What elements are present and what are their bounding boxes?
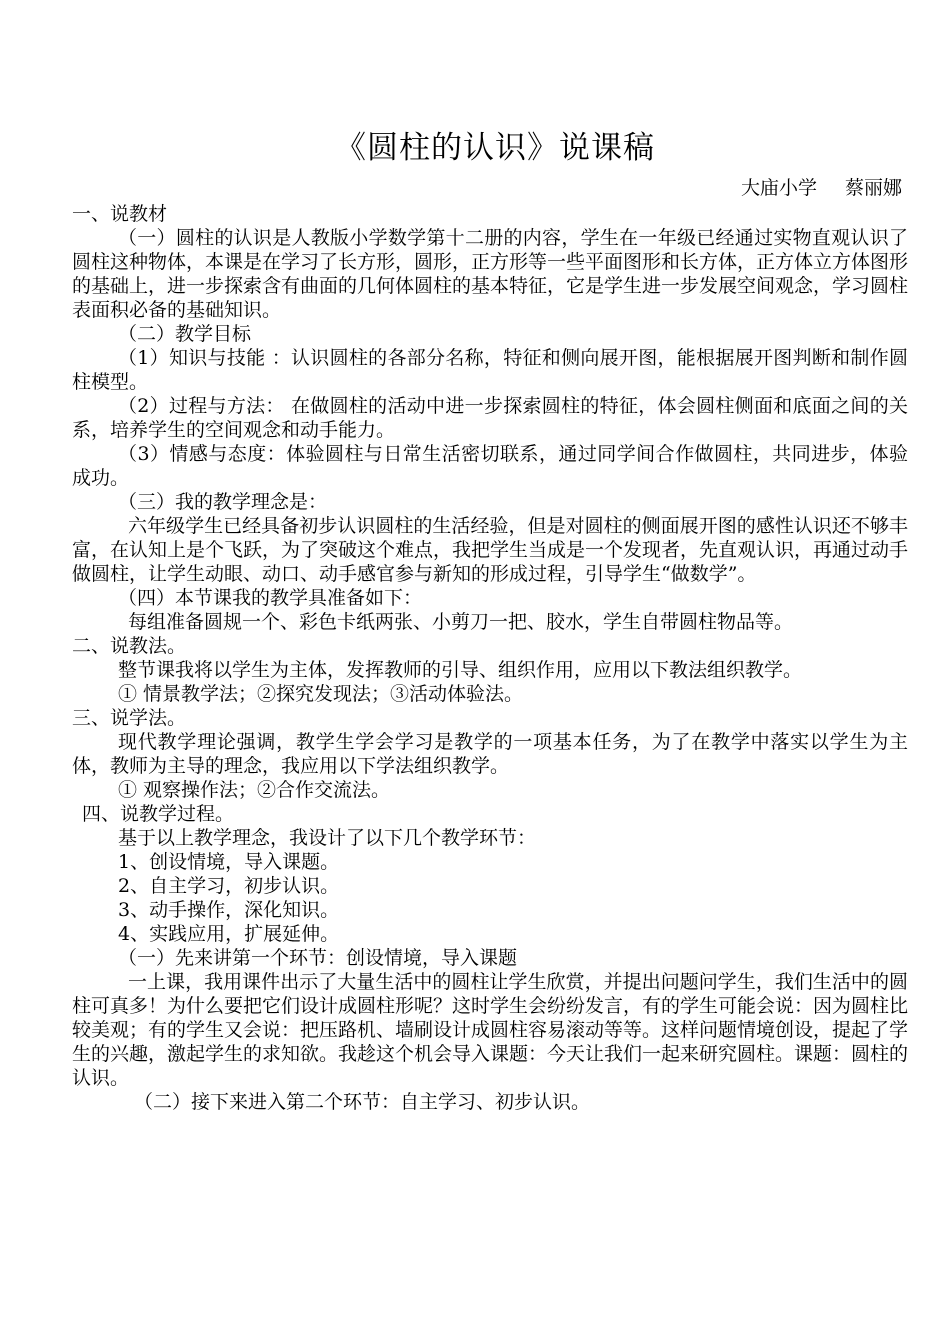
paragraph: 二、说教法。	[72, 635, 187, 657]
paragraph: 四、说教学过程。	[82, 803, 235, 825]
paragraph: （2）过程与方法： 在做圆柱的活动中进一步探索圆柱的特征，体会圆柱侧面和底面之间的关系，培养学生的空间观念和动手能力。	[72, 395, 908, 441]
paragraph: 3、动手操作，深化知识。	[118, 899, 340, 921]
paragraph: 基于以上教学理念，我设计了以下几个教学环节：	[118, 827, 537, 849]
paragraph: 4、实践应用，扩展延伸。	[118, 923, 340, 945]
paragraph: 三、说学法。	[72, 707, 187, 729]
paragraph: （二）教学目标	[118, 323, 252, 345]
paragraph: ① 情景教学法；②探究发现法；③活动体验法。	[118, 683, 524, 705]
paragraph: 一上课，我用课件出示了大量生活中的圆柱让学生欣赏，并提出问题问学生，我们生活中的圆柱可真多！为什么要把它们设计成圆柱形呢？这时学生会纷纷发言，有的学生可能会说：因为圆柱比较美观；有的学生又会说：把压路机、墙刷设计成圆柱容易滚动等等。这样问题情境创设，提起了学生的兴趣，激起学生的求知欲。我趁这个机会导入课题：今天让我们一起来研究圆柱。课题：圆柱的认识。	[72, 971, 909, 1089]
paragraph: （1）知识与技能 ：认识圆柱的各部分名称，特征和侧向展开图，能根据展开图判断和制作圆柱模型。	[72, 347, 908, 393]
paragraph: （三）我的教学理念是：	[118, 491, 328, 513]
paragraph: 六年级学生已经具备初步认识圆柱的生活经验，但是对圆柱的侧面展开图的感性认识还不够丰富，在认知上是个飞跃，为了突破这个难点，我把学生当成是一个发现者，先直观认识，再通过动手做圆柱，让学生动眼、动口、动手感官参与新知的形成过程，引导学生“做数学”。	[72, 515, 909, 585]
paragraph: （四）本节课我的教学具准备如下：	[118, 587, 423, 609]
paragraph: （一）圆柱的认识是人教版小学数学第十二册的内容，学生在一年级已经通过实物直观认识了圆柱这种物体，本课是在学习了长方形，圆形，正方形等一些平面图形和长方体，正方体立方体图形的基础上，进一步探索含有曲面的几何体圆柱的基本特征，它是学生进一步发展空间观念，学习圆柱表面积必备的基础知识。	[72, 227, 909, 321]
author-name: 蔡丽娜	[844, 177, 902, 199]
paragraph: （一）先来讲第一个环节：创设情境，导入课题	[118, 947, 518, 969]
paragraph: 每组准备圆规一个、彩色卡纸两张、小剪刀一把、胶水，学生自带圆柱物品等。	[128, 611, 794, 633]
paragraph: 一、说教材	[72, 203, 168, 225]
author-school: 大庙小学	[740, 177, 817, 199]
document-body	[72, 202, 908, 1114]
paragraph: 1、创设情境，导入课题。	[118, 851, 340, 873]
paragraph: ① 观察操作法；②合作交流法。	[118, 779, 391, 801]
paragraph: 现代教学理论强调，教学生学会学习是教学的一项基本任务，为了在教学中落实以学生为主体，教师为主导的理念，我应用以下学法组织教学。	[72, 731, 908, 777]
author-line	[741, 176, 902, 200]
paragraph: （3）情感与态度：体验圆柱与日常生活密切联系，通过同学间合作做圆柱，共同进步，体验成功。	[72, 443, 908, 489]
document-title: 《圆柱的认识》说课稿	[335, 130, 655, 166]
paragraph: 整节课我将以学生为主体，发挥教师的引导、组织作用，应用以下教法组织教学。	[118, 659, 803, 681]
paragraph: 2、自主学习，初步认识。	[118, 875, 340, 897]
paragraph: （二）接下来进入第二个环节：自主学习、初步认识。	[134, 1091, 591, 1113]
